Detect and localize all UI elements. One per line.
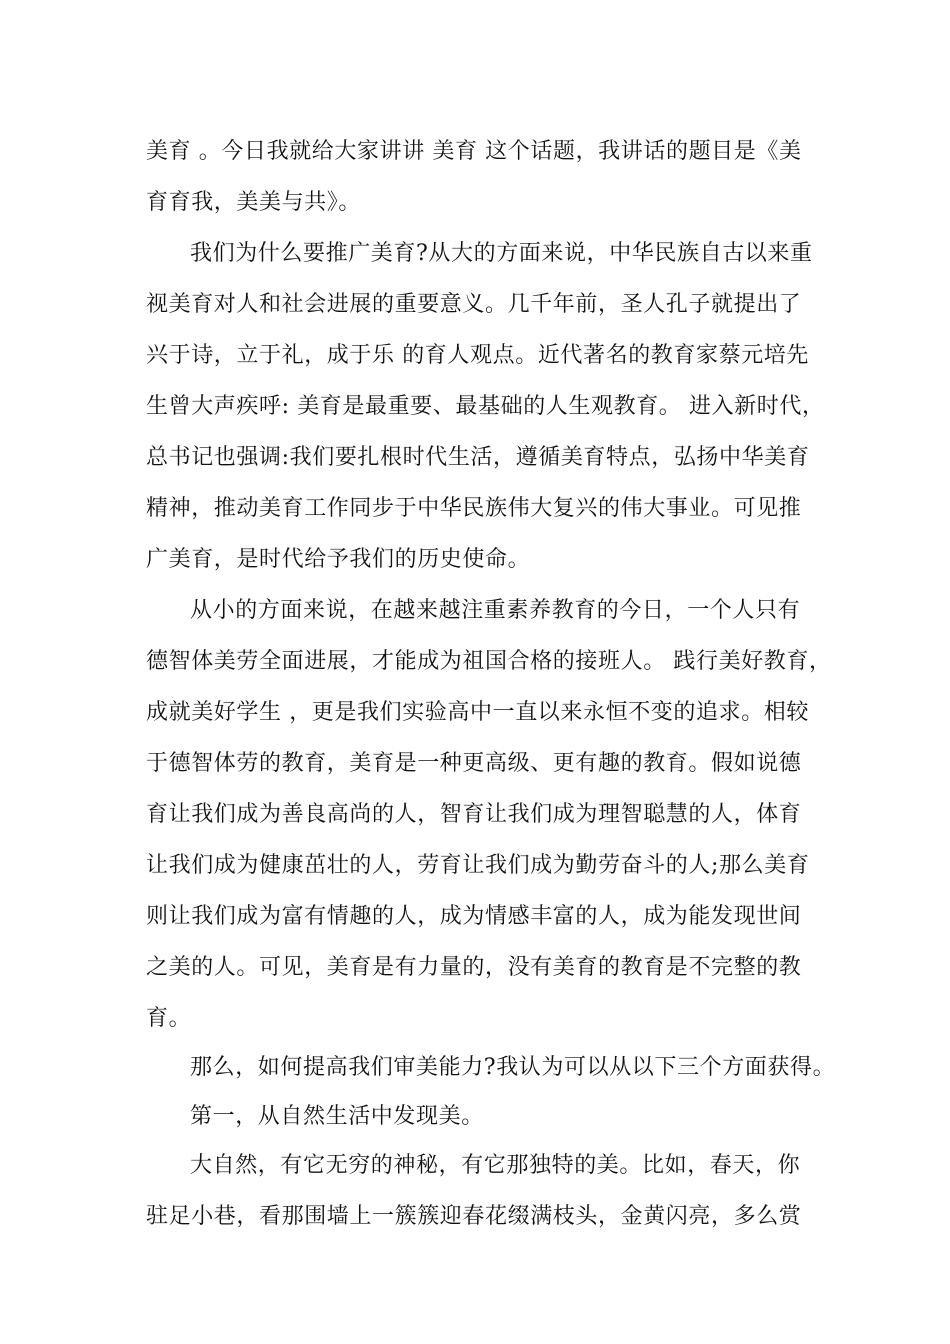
text-line: 总书记也强调:我们要扎根时代生活，遵循美育特点，弘扬中华美育 bbox=[146, 445, 810, 470]
text-line: 育育我，美美与共》。 bbox=[146, 190, 362, 215]
text-line: 大自然，有它无穷的神秘，有它那独特的美。比如，春天，你 bbox=[190, 1153, 801, 1178]
text-line: 于德智体劳的教育，美育是一种更高级、更有趣的教育。假如说德 bbox=[146, 751, 802, 776]
text-line: 成就美好学生 ，更是我们实验高中一直以来永恒不变的追求。相较 bbox=[146, 700, 809, 725]
text-line: 第一，从自然生活中发现美。 bbox=[190, 1104, 484, 1129]
text-line: 精神，推动美育工作同步于中华民族伟大复兴的伟大事业。可见推 bbox=[146, 496, 802, 521]
text-line: 从小的方面来说，在越来越注重素养教育的今日，一个人只有 bbox=[190, 598, 801, 623]
text-line: 育。 bbox=[146, 1006, 192, 1031]
text-line: 生曾大声疾呼: 美育是最重要、最基础的人生观教育。 进入新时代， bbox=[146, 394, 825, 419]
text-line: 则让我们成为富有情趣的人，成为情感丰富的人，成为能发现世间 bbox=[146, 904, 802, 929]
text-line: 美育 。今日我就给大家讲讲 美育 这个话题，我讲话的题目是《美 bbox=[146, 139, 802, 164]
text-line: 兴于诗，立于礼，成于乐 的育人观点。近代著名的教育家蔡元培先 bbox=[146, 343, 809, 368]
text-line: 育让我们成为善良高尚的人，智育让我们成为理智聪慧的人，体育 bbox=[146, 802, 802, 827]
text-line: 让我们成为健康茁壮的人，劳育让我们成为勤劳奋斗的人;那么美育 bbox=[146, 853, 810, 878]
text-line: 视美育对人和社会进展的重要意义。几千年前，圣人孔子就提出了 bbox=[146, 292, 802, 317]
text-line: 之美的人。可见，美育是有力量的，没有美育的教育是不完整的教 bbox=[146, 955, 802, 980]
text-line: 广美育，是时代给予我们的历史使命。 bbox=[146, 547, 531, 572]
text-line: 我们为什么要推广美育?从大的方面来说，中华民族自古以来重 bbox=[190, 241, 813, 266]
text-line: 那么，如何提高我们审美能力?我认为可以从以下三个方面获得。 bbox=[190, 1055, 836, 1080]
text-line: 驻足小巷，看那围墙上一簇簇迎春花缀满枝头，金黄闪亮，多么赏 bbox=[146, 1204, 802, 1229]
text-line: 德智体美劳全面进展，才能成为祖国合格的接班人。 践行美好教育， bbox=[146, 649, 832, 674]
